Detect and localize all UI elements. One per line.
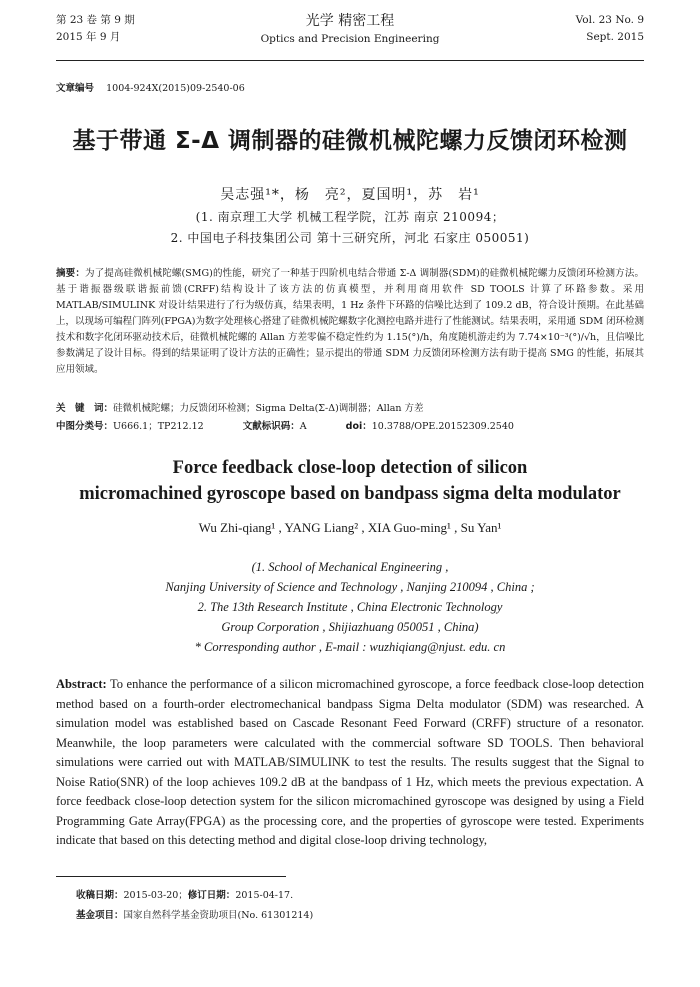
fund-label: 基金项目： [76, 910, 124, 921]
clc-value: U666.1；TP212.12 [113, 421, 204, 432]
keywords-cn-text: 硅微机械陀螺；力反馈闭环检测；Sigma Delta(Σ-Δ)调制器；Allan 方差 [113, 403, 424, 414]
abstract-cn-label: 摘要： [56, 268, 85, 279]
article-number [56, 80, 245, 94]
header-right [576, 12, 644, 46]
classification-line [56, 418, 644, 432]
affiliation-cn-2: 2. 中国电子科技集团公司 第十三研究所，河北 石家庄 050051) [170, 231, 530, 245]
running-header [56, 12, 644, 56]
fund-text: 国家自然科学基金资助项目(No. 61301214) [123, 910, 314, 921]
affiliation-cn-1: (1. 南京理工大学 机械工程学院，江苏 南京 210094； [195, 210, 505, 224]
affiliation-en-4: Group Corporation , Shijiazhuang 050051 , China) [221, 620, 479, 634]
abstract-cn-text: 为了提高硅微机械陀螺(SMG)的性能，研究了一种基于四阶机电结合带通 Σ-Δ 调制器(SDM)的硅微机械陀螺力反馈闭环检测方法。基于谐振器级联谐振前馈(CRFF)结构设计了该方法的仿真模型，并利用商用软件 SD TOOLS 计算了环路参数。采用 MATLAB/SIMULINK 对设计结果进行了行为级仿真，结果表明，1 Hz 条件下环路的信噪比达到了 109.2 dB，符合设计预期。在此基础上，以现场可编程门阵列(FPGA)为数字处理核心搭建了硅微机械陀螺数字化测控电路并进行了性能测试。结果表明，采用通 SDM 闭环检测技术和数字化闭环驱动技术后，硅微机械陀螺的 Allan 方差零偏不稳定性约为 1.15(°)/h，角度随机游走约为 7.74×10⁻³(°)/√h，且信噪比参数满足了设计目标。得到的结果证明了设计方法的正确性；显示提出的带通 SDM 力反馈闭环检测方法有助于提高 SMG 的性能，拓展其应用领域。 [56, 268, 644, 375]
doi-label: doi： [345, 421, 372, 432]
header-center [56, 12, 644, 48]
received-label: 收稿日期： [76, 890, 124, 901]
date-en: Sept. 2015 [586, 31, 644, 43]
affiliation-en-3: 2. The 13th Research Institute , China Electronic Technology [197, 600, 503, 614]
authors-en: Wu Zhi-qiang¹ , YANG Liang² , XIA Guo-ming¹ , Su Yan¹ [198, 520, 502, 535]
clc-label: 中图分类号： [56, 421, 114, 432]
article-number-label: 文章编号 [56, 83, 95, 94]
title-cn: 基于带通 Σ-Δ 调制器的硅微机械陀螺力反馈闭环检测 [72, 128, 628, 154]
doc-code-value: A [299, 421, 307, 432]
affiliations-en [0, 557, 700, 657]
revised-label: 修订日期： [187, 890, 236, 901]
keywords-cn [56, 400, 644, 414]
title-en-line-2: micromachined gyroscope based on bandpass sigma delta modulator [79, 484, 621, 504]
volume-issue-en: Vol. 23 No. 9 [575, 14, 644, 26]
doi-value: 10.3788/OPE.20152309.2540 [371, 421, 514, 432]
footnote-rule [56, 876, 286, 877]
keywords-cn-label: 关 键 词： [56, 403, 114, 414]
footnote-funding [76, 907, 313, 921]
abstract-cn [56, 266, 644, 378]
abstract-en-text: To enhance the performance of a silicon micromachined gyroscope, a force feedback close-loop detection method based on a fourth-order electromechanical bandpass Sigma Delta modulator (SDM) was researched. A simulation model was established based on Cascade Resonant Feed Forward (CRFF) structure of a resonator. Meanwhile, the loop parameters were calculated with the commercial software SD TOOLS. Then behavioral simulations were carried out with MATLAB/SIMULINK to test the results. The results suggest that the Signal to Noise Ratio(SNR) of the loop achieves 109.2 dB at the bandpass of 1 Hz, which meets the previous expectation. A force feedback close-loop detection system for the silicon micromachined gyroscope was designed by using a Field Programming Gate Array(FPGA) as the processing core, and the properties of gyroscope were tested. Experiments indicate that based on this detecting method and digital close-loop driving technology, [56, 677, 644, 847]
header-rule [56, 60, 644, 61]
doc-code-label: 文献标识码： [242, 421, 300, 432]
footnote-dates [76, 887, 293, 901]
title-en [20, 455, 680, 507]
journal-title-en: Optics and Precision Engineering [260, 33, 440, 45]
corresponding-author: * Corresponding author , E-mail : wuzhiqiang@njust. edu. cn [194, 640, 506, 654]
affiliations-cn [0, 207, 700, 249]
title-en-line-1: Force feedback close-loop detection of silicon [172, 458, 528, 478]
abstract-en-label: Abstract: [56, 677, 107, 691]
journal-title-cn: 光学 精密工程 [305, 13, 395, 29]
article-number-value: 1004-924X(2015)09-2540-06 [106, 83, 245, 94]
affiliation-en-2: Nanjing University of Science and Technology , Nanjing 210094 , China ; [165, 580, 535, 594]
volume-issue-cn: 第 23 卷 第 9 期 [56, 14, 135, 26]
date-cn: 2015 年 9 月 [56, 31, 121, 43]
received-date: 2015-03-20； [123, 890, 188, 901]
authors-cn: 吴志强¹*，杨 亮²，夏国明¹，苏 岩¹ [220, 187, 480, 203]
affiliation-en-1: (1. School of Mechanical Engineering , [251, 560, 449, 574]
abstract-en [56, 675, 644, 851]
revised-date: 2015-04-17. [235, 890, 294, 901]
